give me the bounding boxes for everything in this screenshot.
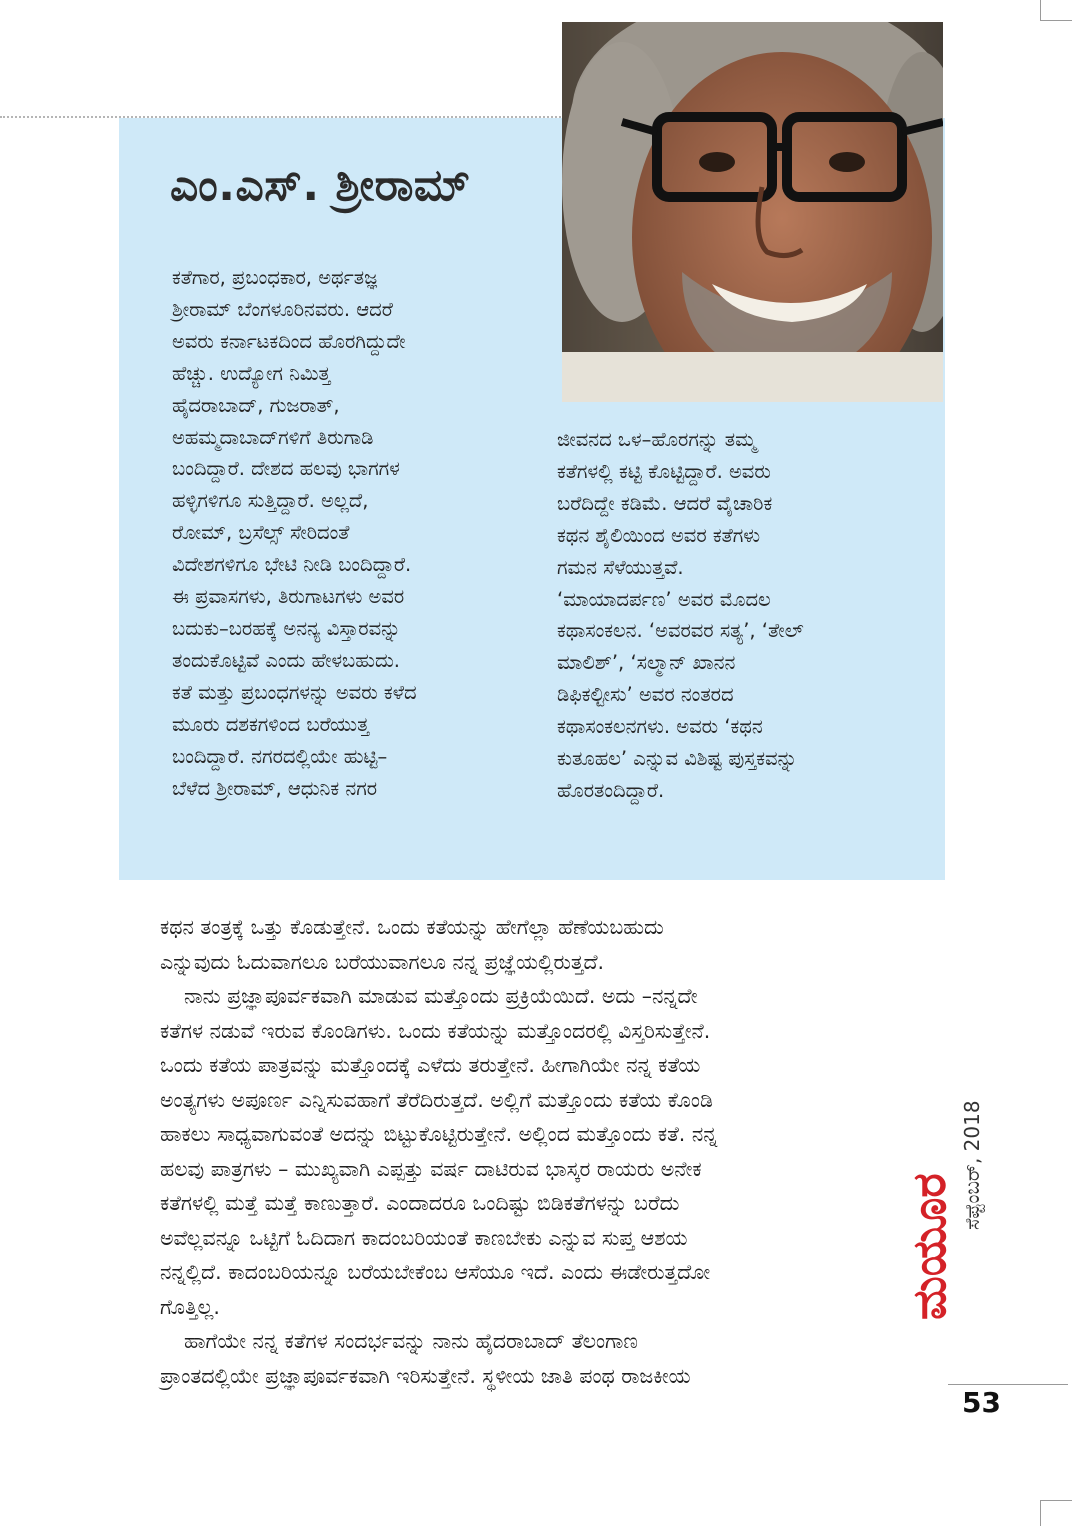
article-line: ಹಾಕಲು ಸಾಧ್ಯವಾಗುವಂತೆ ಅದನ್ನು ಬಿಟ್ಟುಕೊಟ್ಟಿರುತ್ತೇನೆ. ಅಲ್ಲಿಂದ ಮತ್ತೊಂದು ಕತೆ. ನನ್ನ	[160, 1122, 718, 1146]
bio-line: ಕತೆಗಾರ, ಪ್ರಬಂಧಕಾರ, ಅರ್ಥತಜ್ಞ	[172, 266, 378, 289]
bio-line: ಬದುಕು–ಬರಹಕ್ಕೆ ಅನನ್ಯ ವಿಸ್ತಾರವನ್ನು	[172, 616, 401, 640]
article-line: ಕಥನ ತಂತ್ರಕ್ಕೆ ಒತ್ತು ಕೊಡುತ್ತೇನೆ. ಒಂದು ಕತೆಯನ್ನು ಹೇಗೆಲ್ಲಾ ಹೆಣೆಯಬಹುದು	[160, 915, 664, 939]
article-line: ಎನ್ನುವುದು ಓದುವಾಗಲೂ ಬರೆಯುವಾಗಲೂ ನನ್ನ ಪ್ರಜ್ಞೆಯಲ್ಲಿರುತ್ತದೆ.	[160, 949, 605, 974]
author-portrait	[562, 22, 943, 402]
article-line: ನನ್ನಲ್ಲಿದೆ. ಕಾದಂಬರಿಯನ್ನೂ ಬರೆಯಬೇಕೆಂಬ ಆಸೆಯೂ ಇದೆ. ಎಂದು ಈಡೇರುತ್ತದೋ	[160, 1260, 711, 1284]
bio-line: ಶ್ರೀರಾಮ್ ಬೆಂಗಳೂರಿನವರು. ಆದರೆ	[172, 297, 393, 321]
bio-line: ಅಹಮ್ಮದಾಬಾದ್‌ಗಳಿಗೆ ತಿರುಗಾಡಿ	[172, 425, 374, 449]
bio-column-left	[172, 262, 532, 804]
bio-line: ಹೈದರಾಬಾದ್, ಗುಜರಾತ್,	[172, 393, 340, 417]
bio-line: ಬಂದಿದ್ದಾರೆ. ನಗರದಲ್ಲಿಯೇ ಹುಟ್ಟಿ–	[172, 744, 388, 768]
bio-line: ಮೂರು ದಶಕಗಳಿಂದ ಬರೆಯುತ್ತ	[172, 712, 370, 736]
article-line: ಪ್ರಾಂತದಲ್ಲಿಯೇ ಪ್ರಜ್ಞಾಪೂರ್ವಕವಾಗಿ ಇರಿಸುತ್ತೇನೆ. ಸ್ಥಳೀಯ ಜಾತಿ ಪಂಥ ರಾಜಕೀಯ	[160, 1363, 691, 1388]
bio-column-right	[557, 424, 917, 807]
crop-mark-bottom-right	[1040, 1500, 1072, 1526]
article-line: ಅಂತ್ಯಗಳು ಅಪೂರ್ಣ ಎನ್ನಿಸುವಹಾಗೆ ತೆರೆದಿರುತ್ತದೆ. ಅಲ್ಲಿಗೆ ಮತ್ತೊಂದು ಕತೆಯ ಕೊಂಡಿ	[160, 1087, 713, 1112]
crop-mark-top-right	[1040, 0, 1072, 21]
article-line: ಕತೆಗಳ ನಡುವೆ ಇರುವ ಕೊಂಡಿಗಳು. ಒಂದು ಕತೆಯನ್ನು ಮತ್ತೊಂದರಲ್ಲಿ ವಿಸ್ತರಿಸುತ್ತೇನೆ.	[160, 1018, 711, 1043]
article-line: ಗೊತ್ತಿಲ್ಲ.	[160, 1294, 220, 1319]
bio-line: ‘ಮಾಯಾದರ್ಪಣ’ ಅವರ ಮೊದಲ	[557, 587, 771, 611]
bio-line: ವಿದೇಶಗಳಿಗೂ ಭೇಟಿ ನೀಡಿ ಬಂದಿದ್ದಾರೆ.	[172, 553, 412, 577]
bio-line: ಕಥಾಸಂಕಲನ. ‘ಅವರವರ ಸತ್ಯ’, ‘ತೇಲ್	[557, 619, 804, 643]
article-line: ಕತೆಗಳಲ್ಲಿ ಮತ್ತೆ ಮತ್ತೆ ಕಾಣುತ್ತಾರೆ. ಎಂದಾದರೂ ಒಂದಿಷ್ಟು ಬಿಡಿಕತೆಗಳನ್ನು ಬರೆದು	[160, 1191, 680, 1215]
page-number-rule	[948, 1384, 1068, 1385]
bio-line: ಕತೆಗಳಲ್ಲಿ ಕಟ್ಟಿ ಕೊಟ್ಟಿದ್ದಾರೆ. ಅವರು	[557, 459, 771, 483]
magazine-name: ಮಯೂರ	[902, 1173, 956, 1320]
bio-line: ಡಿಫಿಕಲ್ಟೀಸು’ ಅವರ ನಂತರದ	[557, 683, 734, 707]
bio-line: ಅವರು ಕರ್ನಾಟಕದಿಂದ ಹೊರಗಿದ್ದುದೇ	[172, 329, 406, 353]
portrait-illustration	[562, 22, 943, 402]
article-line: ನಾನು ಪ್ರಜ್ಞಾಪೂರ್ವಕವಾಗಿ ಮಾಡುವ ಮತ್ತೊಂದು ಪ್ರಕ್ರಿಯೆಯಿದೆ. ಅದು –ನನ್ನದೇ	[184, 984, 698, 1008]
bio-line: ಕಥನ ಶೈಲಿಯಿಂದ ಅವರ ಕತೆಗಳು	[557, 523, 761, 547]
bio-line: ಹೆಚ್ಚು. ಉದ್ಯೋಗ ನಿಮಿತ್ತ	[172, 361, 331, 385]
bio-line: ಹೊರತಂದಿದ್ದಾರೆ.	[557, 778, 665, 802]
author-name-heading: ಎಂ.ಎಸ್. ಶ್ರೀರಾಮ್	[170, 160, 471, 211]
page-number: 53	[962, 1386, 1001, 1419]
bio-line: ಹಳ್ಳಿಗಳಿಗೂ ಸುತ್ತಿದ್ದಾರೆ. ಅಲ್ಲದೆ,	[172, 489, 369, 513]
bio-line: ಬಂದಿದ್ದಾರೆ. ದೇಶದ ಹಲವು ಭಾಗಗಳ	[172, 457, 400, 481]
bio-line: ರೋಮ್, ಬ್ರಸೆಲ್ಸ್ ಸೇರಿದಂತೆ	[172, 521, 350, 545]
article-line: ಒಂದು ಕತೆಯ ಪಾತ್ರವನ್ನು ಮತ್ತೊಂದಕ್ಕೆ ಎಳೆದು ತರುತ್ತೇನೆ. ಹೀಗಾಗಿಯೇ ನನ್ನ ಕತೆಯ	[160, 1053, 701, 1077]
article-line: ಅವೆಲ್ಲವನ್ನೂ ಒಟ್ಟಿಗೆ ಓದಿದಾಗ ಕಾದಂಬರಿಯಂತೆ ಕಾಣಬೇಕು ಎನ್ನುವ ಸುಪ್ತ ಆಶಯ	[160, 1225, 688, 1250]
bio-line: ಬೆಳೆದ ಶ್ರೀರಾಮ್, ಆಧುನಿಕ ನಗರ	[172, 776, 378, 800]
bio-line: ಕತೆ ಮತ್ತು ಪ್ರಬಂಧಗಳನ್ನು ಅವರು ಕಳೆದ	[172, 680, 417, 704]
bio-line: ಈ ಪ್ರವಾಸಗಳು, ತಿರುಗಾಟಗಳು ಅವರ	[172, 585, 405, 609]
article-line: ಹಾಗೆಯೇ ನನ್ನ ಕತೆಗಳ ಸಂದರ್ಭವನ್ನು ನಾನು ಹೈದರಾಬಾದ್ ತೆಲಂಗಾಣ	[184, 1329, 638, 1353]
bio-line: ಕುತೂಹಲ’ ಎನ್ನುವ ವಿಶಿಷ್ಟ ಪುಸ್ತಕವನ್ನು	[557, 747, 798, 771]
article-line: ಹಲವು ಪಾತ್ರಗಳು – ಮುಖ್ಯವಾಗಿ ಎಪ್ಪತ್ತು ವರ್ಷ ದಾಟಿರುವ ಭಾಸ್ಕರ ರಾಯರು ಅನೇಕ	[160, 1156, 702, 1181]
bio-line: ಜೀವನದ ಒಳ–ಹೊರಗನ್ನು ತಮ್ಮ	[557, 428, 757, 451]
bio-line: ಮಾಲಿಶ್’, ‘ಸಲ್ಮಾನ್ ಖಾನನ	[557, 651, 736, 675]
article-body	[160, 910, 905, 1393]
bio-line: ಬರೆದಿದ್ದೇ ಕಡಿಮೆ. ಆದರೆ ವೈಚಾರಿಕ	[557, 491, 773, 515]
bio-line: ಗಮನ ಸೆಳೆಯುತ್ತವೆ.	[557, 555, 684, 579]
bio-line: ತಂದುಕೊಟ್ಟಿವೆ ಎಂದು ಹೇಳಬಹುದು.	[172, 648, 400, 672]
issue-date: ಸೆಪ್ಟೆಂಬರ್, 2018	[960, 1100, 984, 1230]
bio-line: ಕಥಾಸಂಕಲನಗಳು. ಅವರು ‘ಕಥನ	[557, 715, 763, 739]
